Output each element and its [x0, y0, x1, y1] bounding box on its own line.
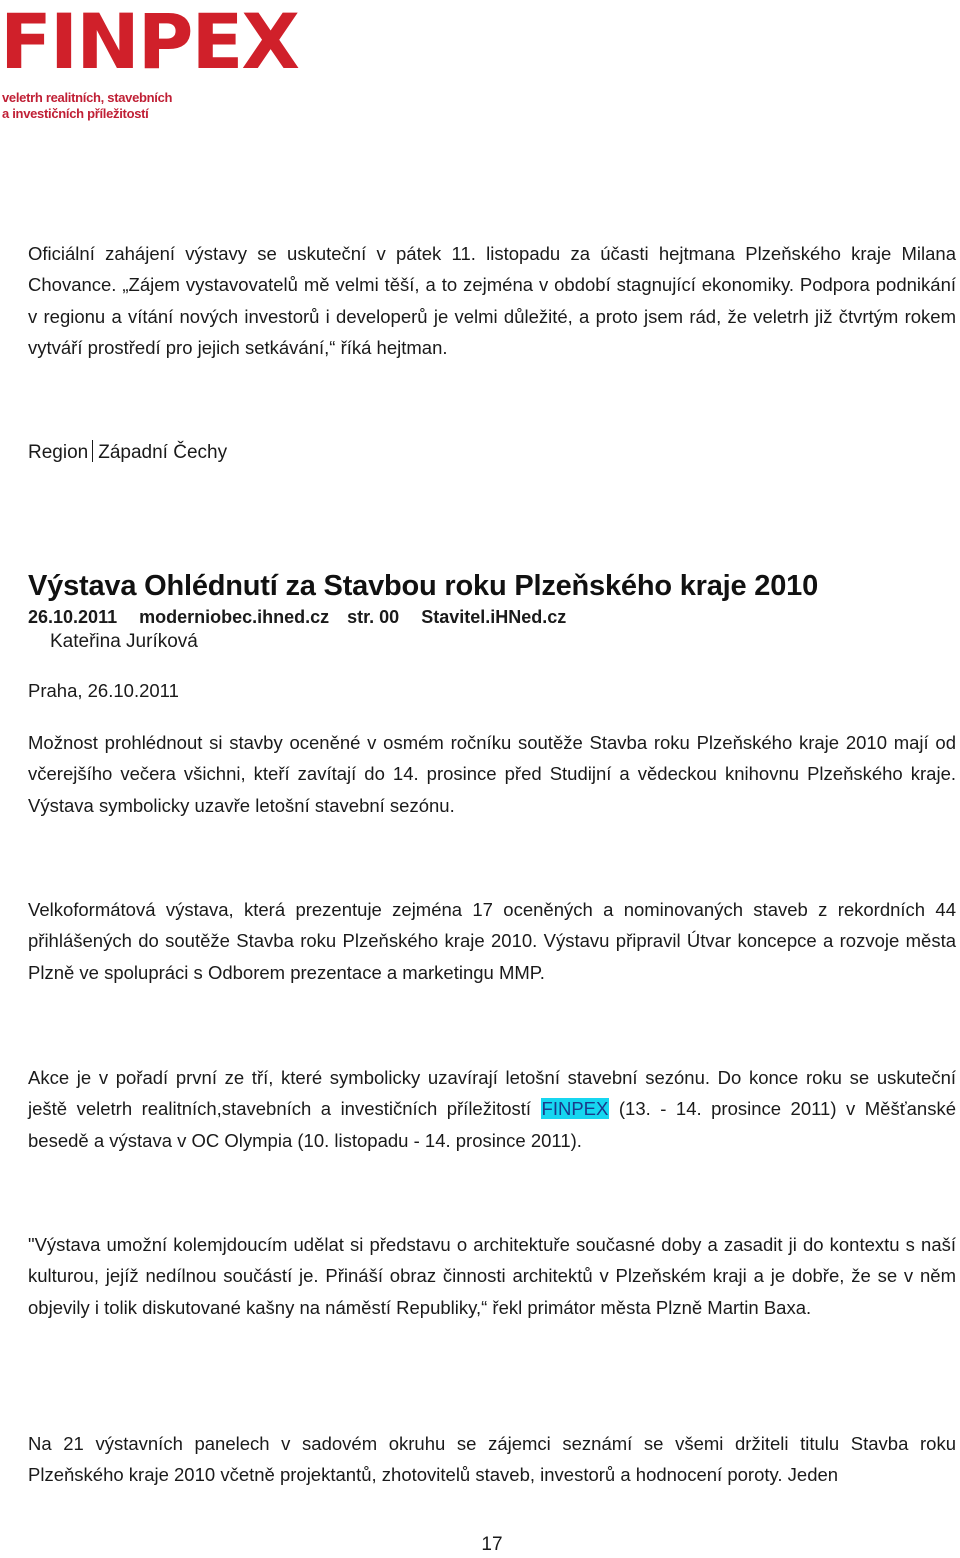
article-date: 26.10.2011 [28, 607, 118, 627]
article-author: Kateřina Juríková [50, 631, 198, 652]
finpex-highlight: FINPEX [541, 1098, 609, 1120]
region-separator [92, 440, 93, 462]
paragraph-4: "Výstava umožní kolemjdoucím udělat si představu o architektuře současné doby a zasadit ji do kontextu s naší kulturou, jejíž nedílnou součástí je. Přináší obraz činnosti architektů v Plzeňském kraji a je dobře, že se v něm objevily i tolik diskutované kašny na náměstí Republiky,“ řekl primátor města Plzně Martin Baxa. [28, 1234, 956, 1318]
intro-paragraph: Oficiální zahájení výstavy se uskuteční v pátek 11. listopadu za účasti hejtmana Plzeňského kraje Milana Chovance. „Zájem vystavovatelů mě velmi těší, a to zejména v období stagnující ekonomiky. Podpora podnikání v regionu a vítání nových investorů i developerů je velmi důležité, a proto jsem rád, že veletrh již čtvrtým rokem vytváří prostředí pro jejich setkávání,“ říká hejtman. [28, 243, 956, 358]
article-source: moderniobec.ihned.cz [139, 607, 330, 627]
logo-tagline-line2: a investičních příležitostí [2, 106, 149, 121]
paragraph-5: Na 21 výstavních panelech v sadovém okruhu se zájemci seznámí se všemi držiteli titulu Stavba roku Plzeňského kraje 2010 včetně projektantů, zhotovitelů staveb, investorů a hodnocení poroty. Jeden [28, 1433, 956, 1486]
region-value: Západní Čechy [98, 442, 228, 463]
article-meta [28, 604, 588, 630]
paragraph-3 [28, 1062, 956, 1156]
paragraph-3-start: Akce je v pořadí první ze tří, které symbolicky uzavírají letošní stavební sezónu. Do konce roku se uskuteční ještě veletrh realitních,stavebních a investičních příležitostí [28, 1067, 956, 1120]
region-line [28, 438, 227, 468]
logo-wordmark: FINPEX [0, 0, 299, 86]
article-page: str. 00 [347, 607, 400, 627]
article-title: Výstava Ohlédnutí za Stavbou roku Plzeňského kraje 2010 [28, 570, 819, 602]
paragraph-3-end: (13. - 14. prosince 2011) v Měšťanské besedě a výstava v OC Olympia (10. listopadu - 14. prosince 2011). [28, 1098, 957, 1151]
finpex-logo [0, 0, 299, 130]
paragraph-2: Velkoformátová výstava, která prezentuje zejména 17 oceněných a nominovaných staveb z rekordních 44 přihlášených do soutěže Stavba roku Plzeňského kraje 2010. Výstavu připravil Útvar koncepce a rozvoje města Plzně ve spolupráci s Odborem prezentace a marketingu MMP. [28, 899, 956, 983]
paragraph-1: Možnost prohlédnout si stavby oceněné v osmém ročníku soutěže Stavba roku Plzeňského kraje 2010 mají od včerejšího večera všichni, kteří zavítají do 14. prosince před Studijní a vědeckou knihovnu Plzeňského kraje. Výstava symbolicky uzavře letošní stavební sezónu. [28, 732, 956, 816]
page-number: 17 [481, 1534, 503, 1555]
article-place-date: Praha, 26.10.2011 [28, 680, 179, 701]
article-section: Stavitel.iHNed.cz [421, 607, 567, 627]
region-label: Region [28, 442, 89, 463]
logo-tagline-line1: veletrh realitních, stavebních [2, 90, 173, 105]
